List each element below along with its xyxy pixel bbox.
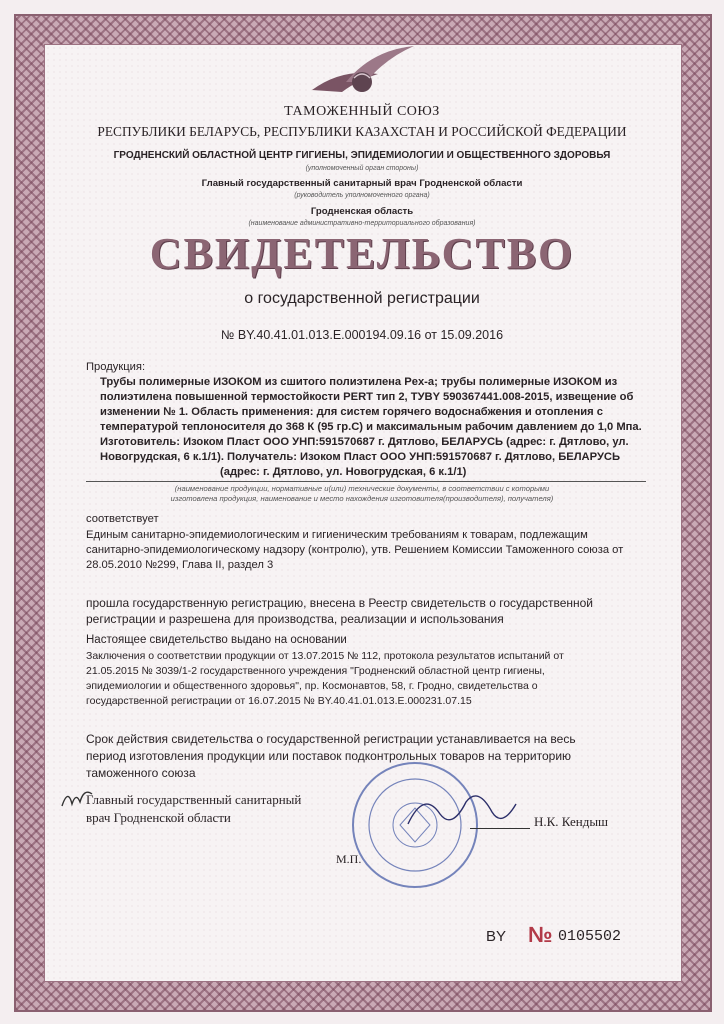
product-line: Изготовитель: Изоком Пласт ООО УНП:591570687 г. Дятлово, БЕЛАРУСЬ (адрес: г. Дятлово, ул. [100, 436, 629, 448]
basis-line: Заключения о соответствии продукции от 13.07.2015 № 112, протокола результатов испытаний от [86, 650, 564, 662]
basis-line: эпидемиологии и общественного здоровья", пр. Космонавтов, 58, г. Гродно, свидетельства о [86, 680, 538, 692]
conformity-label: соответствует [86, 513, 159, 525]
signature-line [470, 828, 530, 829]
region-caption: (наименование административно-территориального образования) [248, 220, 476, 227]
product-label: Продукция: [86, 361, 146, 373]
head-caption: (руководитель уполномоченного органа) [294, 192, 430, 199]
certificate-number: № BY.40.41.01.013.E.000194.09.16 от 15.09.2016 [220, 328, 504, 342]
registration-line: прошла государственную регистрацию, внесена в Реестр свидетельств о государственной [86, 596, 593, 610]
product-caption: изготовлена продукция, наименование и место нахождения изготовителя(производителя), получателя) [170, 494, 554, 503]
basis-line: государственной регистрации от 16.07.2015 № BY.40.41.01.013.E.000231.07.15 [86, 695, 472, 707]
serial-number: 0105502 [558, 928, 622, 945]
signatory-name: Н.К. Кендыш [534, 814, 609, 829]
validity-line: период изготовления продукции или поставок подконтрольных товаров на территорию [86, 749, 572, 763]
conformity-line: санитарно-эпидемиологическому надзору (контролю), утв. Решением Комиссии Таможенного союза от [86, 544, 624, 556]
product-line: (адрес: г. Дятлово, ул. Новогрудская, 6 к.1/1) [220, 466, 467, 478]
product-caption: (наименование продукции, нормативные и(или) технические документы, в соответствии с которыми [174, 484, 550, 493]
conformity-line: 28.05.2010 №299, Глава II, раздел 3 [86, 559, 274, 571]
center-name: ГРОДНЕНСКИЙ ОБЛАСТНОЙ ЦЕНТР ГИГИЕНЫ, ЭПИДЕМИОЛОГИИ И ОБЩЕСТВЕННОГО ЗДОРОВЬЯ [113, 150, 611, 161]
validity-line: Срок действия свидетельства о государственной регистрации устанавливается на весь [86, 732, 576, 746]
stamp-place-label: М.П. [336, 852, 362, 866]
serial-country: BY [486, 928, 507, 945]
union-title: ТАМОЖЕННЫЙ СОЮЗ [284, 104, 440, 119]
signatory-position: врач Гродненской области [86, 810, 231, 825]
serial-no-sign: № [528, 922, 553, 947]
product-line: изменении № 1. Область применения: для систем горячего водоснабжения и отопления с [100, 406, 603, 418]
republics-title: РЕСПУБЛИКИ БЕЛАРУСЬ, РЕСПУБЛИКИ КАЗАХСТАН И РОССИЙСКОЙ ФЕДЕРАЦИИ [97, 124, 627, 139]
product-line: температурой теплоносителя до 368 К (95 гр.С) и максимальным рабочим давлением до 1,0 Мпа. [100, 421, 642, 433]
center-caption: (уполномоченный орган стороны) [305, 165, 419, 172]
product-underline [86, 481, 646, 482]
emblem-logo [302, 40, 422, 98]
head-name: Главный государственный санитарный врач Гродненской области [201, 178, 523, 189]
registration-line: регистрации и разрешена для производства, реализации и использования [86, 612, 504, 626]
document-subtitle: о государственной регистрации [244, 290, 480, 307]
product-line: Новогрудская, 6 к.1/1). Получатель: Изоком Пласт ООО УНП:591570687 г. Дятлово, БЕЛАРУСЬ [100, 451, 621, 463]
validity-line: таможенного союза [86, 766, 196, 780]
document-title: СВИДЕТЕЛЬСТВО [149, 229, 575, 278]
conformity-line: Единым санитарно-эпидемиологическим и гигиеническим требованиям к товарам, подлежащим [86, 529, 588, 541]
product-line: Трубы полимерные ИЗОКОМ из сшитого полиэтилена Pex-a; трубы полимерные ИЗОКОМ из [100, 376, 618, 388]
basis-label: Настоящее свидетельство выдано на основании [86, 634, 347, 646]
region-name: Гродненская область [310, 206, 414, 217]
signatory-position: Главный государственный санитарный [86, 792, 302, 807]
handwritten-signature [400, 784, 520, 834]
product-line: полиэтилена повышенной термостойкости PERT тип 2, ТУBY 590367441.008-2015, извещение об [100, 391, 634, 403]
basis-line: 21.05.2015 № 3039/1-2 государственного учреждения "Гродненский областной центр гигиены, [86, 665, 545, 677]
